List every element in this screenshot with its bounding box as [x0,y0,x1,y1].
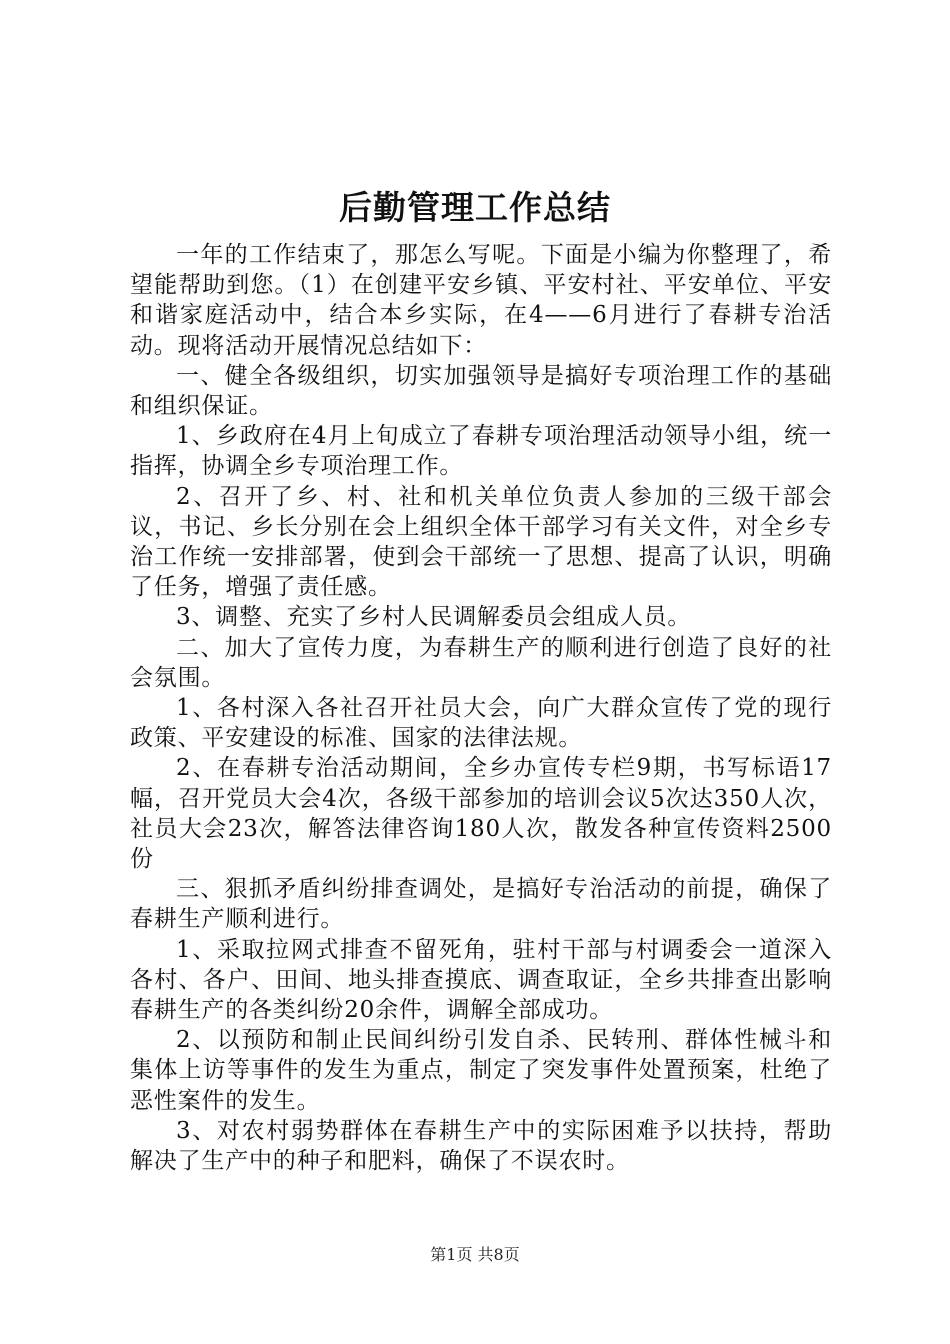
paragraph-section-1-item-3: 3、调整、充实了乡村人民调解委员会组成人员。 [176,604,692,631]
page-footer: 第1页 共8页 [430,1245,520,1264]
paragraph-section-3-item-1: 1、采取拉网式排查不留死角，驻村干部与村调委会一道深入各村、各户、田间、地头排查摸底、调查取证，全乡共排查出影响春耕生产的各类纠纷20余件，调解全部成功。 [130,936,832,1024]
paragraph-section-1-item-2: 2、召开了乡、村、社和机关单位负责人参加的三级干部会议，书记、乡长分别在会上组织全体干部学习有关文件，对全乡专治工作统一安排部署，使到会干部统一了思想、提高了认识，明确了任务，增强了责任感。 [130,483,832,601]
document-body [130,240,832,1176]
document-title: 后勤管理工作总结 [339,188,611,227]
paragraph-section-3-item-3: 3、对农村弱势群体在春耕生产中的实际困难予以扶持，帮助解决了生产中的种子和肥料，确保了不误农时。 [130,1117,832,1175]
paragraph-section-1-item-1: 1、乡政府在4月上旬成立了春耕专项治理活动领导小组，统一指挥，协调全乡专项治理工作。 [130,423,832,480]
paragraph-section-2-heading: 二、加大了宣传力度，为春耕生产的顺利进行创造了良好的社会氛围。 [130,634,832,691]
paragraph-intro: 一年的工作结束了，那怎么写呢。下面是小编为你整理了，希望能帮助到您。（1）在创建平安乡镇、平安村社、平安单位、平安和谐家庭活动中，结合本乡实际，在4——6月进行了春耕专治活动。现将活动开展情况总结如下： [130,242,832,359]
paragraph-section-1-heading: 一、健全各级组织，切实加强领导是搞好专项治理工作的基础和组织保证。 [130,362,832,420]
paragraph-section-2-item-1: 1、各村深入各社召开社员大会，向广大群众宣传了党的现行政策、平安建设的标准、国家的法律法规。 [130,695,832,752]
paragraph-section-3-item-2: 2、以预防和制止民间纠纷引发自杀、民转刑、群体性械斗和集体上访等事件的发生为重点，制定了突发事件处置预案，杜绝了恶性案件的发生。 [130,1027,832,1114]
paragraph-section-3-heading: 三、狠抓矛盾纠纷排查调处，是搞好专治活动的前提，确保了春耕生产顺利进行。 [130,876,832,933]
paragraph-section-2-item-2: 2、在春耕专治活动期间，全乡办宣传专栏9期，书写标语17幅，召开党员大会4次，各级干部参加的培训会议5次达350人次，社员大会23次，解答法律咨询180人次，散发各种宣传资料2500份 [130,755,832,873]
